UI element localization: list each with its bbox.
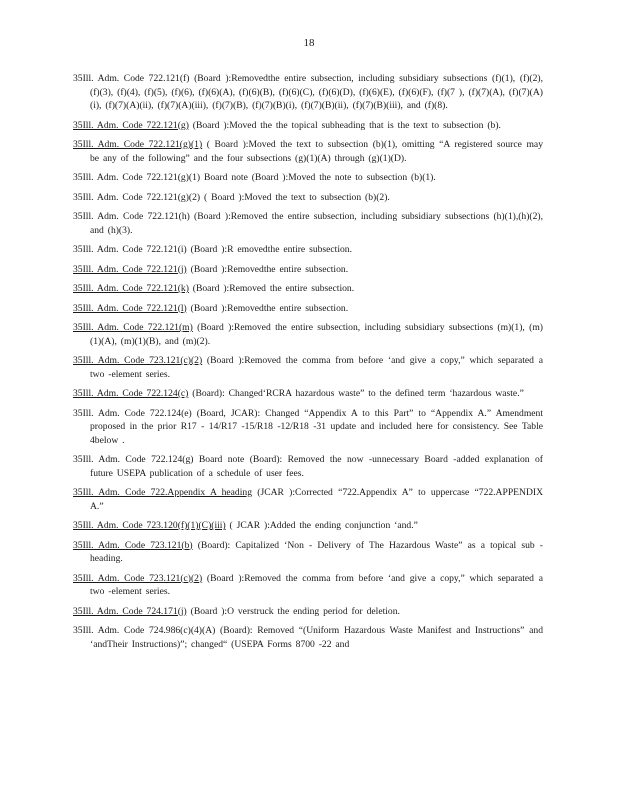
entry-text: ( Board ):Moved the text to subsection (b)(2). (200, 191, 390, 203)
list-item (73, 453, 543, 480)
list-item (73, 321, 543, 348)
entry-text: (Board): Removed “(Uniform Hazardous Waste Manifest and Instructions” and ‘andTheir Instructions)”; changed“ (USEPA Forms 8700 -22 and (90, 625, 543, 650)
list-item (73, 243, 543, 257)
entry-text: Board note (Board ):Moved the note to subsection (b)(1). (200, 172, 436, 183)
page-number: 18 (303, 37, 315, 49)
citation: 35Ill. Adm. Code 722.121(g)(1) (73, 172, 201, 183)
citation: 35Ill. Adm. Code 722.Appendix A heading (73, 487, 252, 498)
entry-text: ( Board ):Moved the text to subsection (b)(1), omitting “A registered source may be any of the following” and the four subsections (g)(1)(A) through (g)(1)(D). (90, 139, 543, 164)
entry-text: (Board ):O verstruck the ending period for deletion. (186, 605, 400, 617)
list-item (73, 387, 543, 401)
citation: 35Ill. Adm. Code 722.121(i) (73, 244, 187, 255)
citation: 35Ill. Adm. Code 722.124(e) (73, 407, 192, 419)
entry-text: (Board, JCAR): Changed “Appendix A to this Part” to “Appendix A.” Amendment proposed in the prior R17 - 14/R17 -15/R18 -12/R18 -31 update and included here for consistency. See Table 4below . (90, 407, 543, 446)
list-item (73, 354, 543, 381)
entry-text: (Board ):Moved the the topical subheading that is the text to subsection (b). (188, 119, 501, 131)
citation: 35Ill. Adm. Code 722.121(g)(1) (73, 139, 203, 150)
citation: 35Ill. Adm. Code 722.121(k) (73, 283, 189, 294)
entry-text: (Board ):Removed the comma from before ‘and give a copy,” which separated a two -element series. (90, 572, 543, 597)
entry-text: (Board): Changed‘RCRA hazardous waste” to the defined term ‘hazardous waste.” (188, 388, 524, 399)
list-item (73, 171, 543, 185)
citation: 35Ill. Adm. Code 722.121(j) (73, 263, 187, 275)
citation: 35Ill. Adm. Code 722.124(c) (73, 388, 189, 399)
list-item (73, 263, 543, 277)
entry-text: (Board ):Removed the comma from before ‘and give a copy,” which separated a two -element series. (90, 355, 543, 380)
entry-text: Board note (Board): Removed the now -unnecessary Board -added explanation of future USEPA publication of a schedule of user fees. (90, 454, 543, 479)
citation: 35Ill. Adm. Code 722.121(g) (73, 119, 189, 131)
list-item (73, 210, 543, 237)
entry-text: (Board ):Removed the entire subsection, including subsidiary subsections (h)(1),(h)(2), and (h)(3). (90, 211, 543, 236)
entry-text: (Board ):Removedthe entire subsection. (186, 263, 349, 275)
citation: 35Ill. Adm. Code 722.124(g) (73, 454, 194, 465)
list-item (73, 407, 543, 448)
list-item (73, 191, 543, 205)
list-item (73, 486, 543, 513)
citation: 35Ill. Adm. Code 722.121(l) (73, 302, 187, 314)
entry-text: (JCAR ):Corrected “722.Appendix A” to uppercase “722.APPENDIX A.” (90, 487, 544, 512)
list-item (73, 605, 543, 619)
citation: 35Ill. Adm. Code 724.986(c)(4)(A) (73, 625, 216, 636)
entry-text: (Board ):Removedthe entire subsection. (186, 302, 349, 314)
list-item (73, 572, 543, 599)
citation: 35Ill. Adm. Code 723.121(b) (73, 539, 193, 551)
list-item (73, 302, 543, 316)
entry-text: ( JCAR ):Added the ending conjunction ‘and.” (225, 520, 418, 531)
entry-text: (Board): Capitalized ‘Non - Delivery of The Hazardous Waste” as a topical sub -heading. (90, 539, 543, 564)
entry-text: (Board ):Removed the entire subsection, including subsidiary subsections (m)(1), (m)(1)(A), (m)(1)(B), and (m)(2). (90, 322, 543, 347)
entry-text: (Board ):Removedthe entire subsection, including subsidiary subsections (f)(1), (f)(2), (f)(3), (f)(4), (f)(5), (f)(6), (f)(6)(A), (f)(6)(B), (f)(6)(C), (f)(6)(D), (f)(6)(E), (f)(6)(F), (f)(7 ), (f)(7)(A), (f)(7)(A)(i), (f)(7)(A)(ii), (f)(7)(A)(iii), (f)(7)(B), (f)(7)(B)(i), (f)(7)(B)(ii), (f)(7)(B)(iii), and (f)(8). (90, 73, 543, 111)
list-item (73, 72, 543, 113)
list-item (73, 539, 543, 566)
list-item (73, 624, 543, 651)
citation: 35Ill. Adm. Code 722.121(h) (73, 211, 190, 222)
entry-text: (Board ):Removed the entire subsection. (188, 283, 355, 294)
entry-text: (Board ):R emovedthe entire subsection. (186, 244, 352, 255)
citation: 35Ill. Adm. Code 722.121(m) (73, 322, 193, 333)
list-item (73, 138, 543, 165)
list-item (73, 519, 543, 533)
amendment-list (73, 72, 543, 657)
citation: 35Ill. Adm. Code 724.171(j) (73, 605, 187, 617)
list-item (73, 282, 543, 296)
citation: 35Ill. Adm. Code 722.121(g)(2) (73, 191, 201, 203)
citation: 35Ill. Adm. Code 723.120(f)(1)(C)(iii) (73, 520, 226, 531)
citation: 35Ill. Adm. Code 722.121(f) (73, 73, 190, 84)
citation: 35Ill. Adm. Code 723.121(c)(2) (73, 572, 203, 584)
citation: 35Ill. Adm. Code 723.121(c)(2) (73, 355, 203, 366)
list-item (73, 119, 543, 133)
